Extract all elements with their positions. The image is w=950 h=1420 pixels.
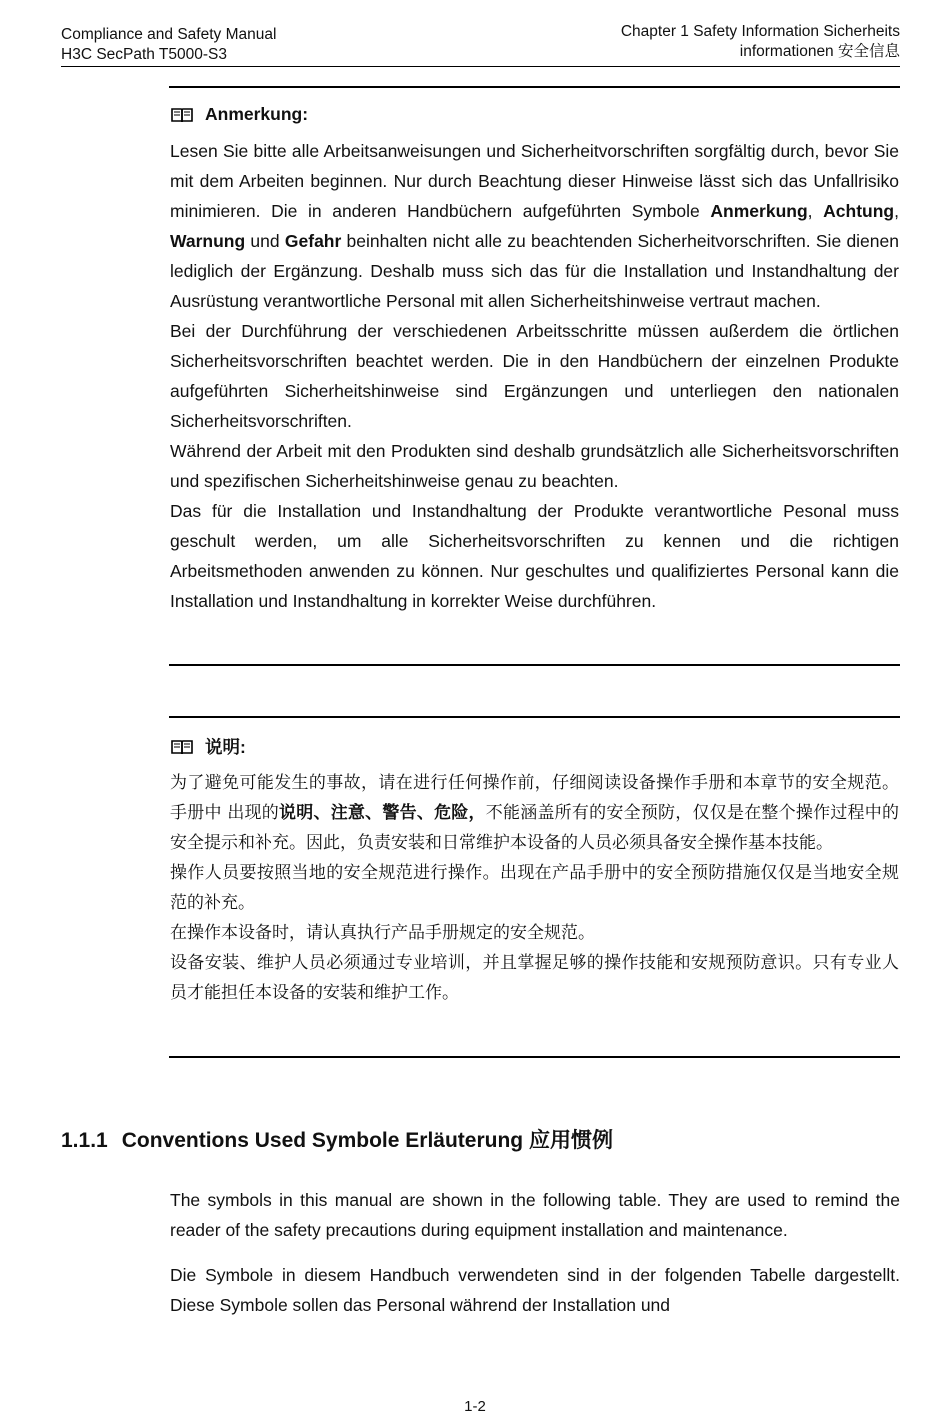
note-paragraph: 操作人员要按照当地的安全规范进行操作。出现在产品手册中的安全预防措施仅仅是当地安全规范的补充。 (170, 863, 899, 913)
page-number: 1-2 (464, 1398, 486, 1415)
note-box-chinese (169, 716, 900, 1058)
note-paragraph: Lesen Sie bitte alle Arbeitsanweisungen und Sicherheitvorschriften sorgfältig durch, bevor Sie mit dem Arbeiten beginnen. Nur durch Beachtung dieser Hinweise lässt sich das Unfallrisiko minimieren. Die in anderen Handbüchern aufgeführten Symbole Anmerkung, Achtung, Warnung und Gefahr beinhalten nicht alle zu beachtenden Sicherheitvorschriften. Sie dienen lediglich der Ergänzung. Deshalb muss sich das für die Installation und Instandhaltung der Ausrüstung verantwortliche Personal mit allen Sicherheitshinweise vertraut machen. (170, 141, 899, 311)
book-icon (171, 107, 193, 123)
term-anmerkung: Anmerkung (710, 201, 808, 221)
note-label: Anmerkung: (205, 104, 309, 124)
note-body-german (170, 136, 899, 616)
book-icon (171, 739, 193, 755)
manual-title: Compliance and Safety Manual (61, 26, 277, 43)
term-gefahr: Gefahr (284, 231, 342, 251)
page-header (61, 22, 900, 67)
section-number: 1.1.1 (61, 1129, 108, 1152)
note-box-german (169, 86, 900, 666)
term-warnung: Warnung (170, 231, 246, 251)
body-paragraph-german: Die Symbole in diesem Handbuch verwendeten sind in der folgenden Tabelle dargestellt. Diese Symbole sollen das Personal während der Installation und (170, 1265, 900, 1315)
header-left (61, 25, 276, 65)
chapter-title-line2: informationen 安全信息 (739, 43, 900, 60)
note-paragraph: 设备安装、维护人员必须通过专业培训，并且掌握足够的操作技能和安规预防意识。只有专业人员才能担任本设备的安装和维护工作。 (170, 953, 899, 1003)
product-name: H3C SecPath T5000-S3 (61, 46, 228, 63)
section-title: Conventions Used Symbole Erläuterung 应用惯例 (121, 1129, 613, 1152)
note-paragraph: 在操作本设备时，请认真执行产品手册规定的安全规范。 (170, 923, 595, 943)
note-body-chinese (170, 768, 899, 1008)
note-paragraph: Während der Arbeit mit den Produkten sind deshalb grundsätzlich alle Sicherheitsvorschriften und spezifischen Sicherheitshinweise genau zu beachten. (170, 441, 899, 491)
terms-bold: 说明、注意、警告、危险， (279, 803, 486, 823)
note-paragraph: 为了避免可能发生的事故，请在进行任何操作前，仔细阅读设备操作手册和本章节的安全规范。手册中 出现的说明、注意、警告、危险，不能涵盖所有的安全预防，仅仅是在整个操作过程中的安全提示和补充。因此，负责安装和日常维护本设备的人员必须具备安全操作基本技能。 (170, 773, 900, 853)
body-paragraph-english: The symbols in this manual are shown in the following table. They are used to remind the reader of the safety precautions during equipment installation and maintenance. (170, 1190, 900, 1240)
section-heading (61, 1124, 613, 1154)
note-title-german (171, 104, 308, 125)
term-achtung: Achtung (823, 201, 895, 221)
note-paragraph: Das für die Installation und Instandhaltung der Produkte verantwortliche Pesonal muss geschult werden, um alle Sicherheitsvorschriften zu kennen und die richtigen Arbeitsmethoden anwenden zu können. Nur geschultes und qualifiziertes Personal kann die Installation und Instandhaltung in korrekter Weise durchführen. (170, 501, 899, 611)
note-paragraph: Bei der Durchführung der verschiedenen Arbeitsschritte müssen außerdem die örtlichen Sicherheitsvorschriften beachtet werden. Die in den Handbüchern der einzelnen Produkte aufgeführten Sicherheitshinweise sind Ergänzungen und unterliegen den nationalen Sicherheitsvorschriften. (170, 321, 899, 431)
note-label: 说明: (205, 737, 246, 757)
header-right (621, 22, 900, 62)
note-title-chinese (171, 734, 246, 759)
chapter-title-line1: Chapter 1 Safety Information Sicherheits (620, 23, 900, 40)
